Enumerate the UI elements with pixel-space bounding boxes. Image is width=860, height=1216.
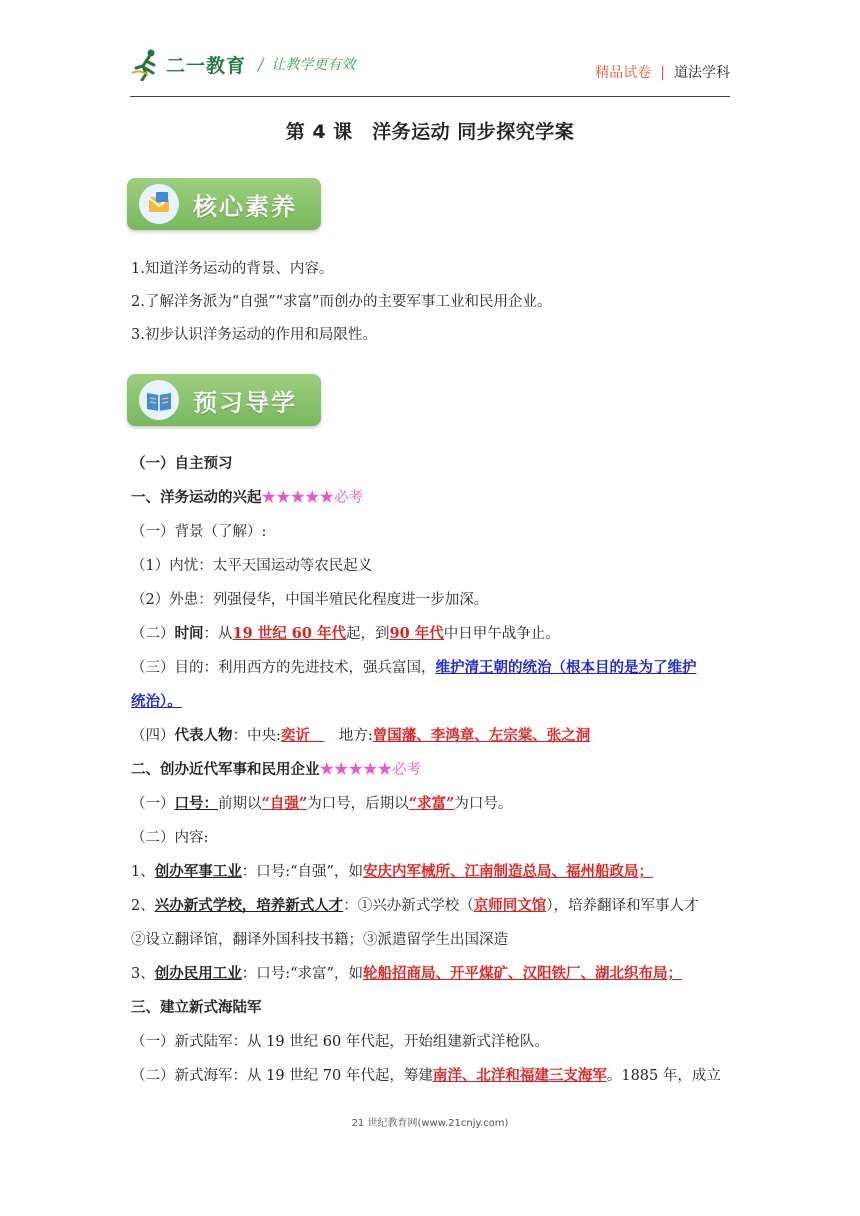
- envelope-icon: [139, 184, 179, 224]
- key-answer: 90 年代: [389, 625, 444, 642]
- logo-divider: /: [258, 54, 264, 74]
- core-literacy-banner: [127, 178, 321, 230]
- goal-line-continued: [131, 692, 182, 712]
- importance-stars: ★★★★★必考: [319, 762, 421, 778]
- goal-line: [131, 658, 697, 678]
- key-answer: 19 世纪 60 年代: [232, 625, 347, 642]
- key-answer: 曾国藩、李鸿章、左宗棠、张之洞: [372, 727, 591, 744]
- self-study-heading: （一）自主预习: [131, 455, 233, 472]
- text-line: （2）外患：列强侵华，中国半殖民化程度进一步加深。: [131, 592, 489, 608]
- text-fragment: 中日甲午战争止。: [443, 626, 560, 642]
- objective-item: 1.知道洋务运动的背景、内容。: [131, 261, 334, 277]
- subject-tag: 道法学科: [674, 65, 730, 81]
- text-fragment: ：中央:: [232, 728, 281, 744]
- text-fragment: （三）目的：利用西方的先进技术，强兵富国，: [131, 660, 436, 676]
- page-title: 第 4 课 洋务运动 同步探究学案: [285, 121, 575, 143]
- header-divider: [130, 96, 730, 97]
- key-answer: 京师同文馆: [473, 897, 547, 914]
- key-answer: 统治）。: [131, 693, 182, 710]
- text-fragment: ：口号:“自强”，如: [241, 864, 363, 880]
- text-line: （一）新式陆军：从 19 世纪 60 年代起，开始组建新式洋枪队。: [131, 1034, 549, 1050]
- runner-logo-icon: [130, 47, 164, 81]
- logo: [130, 46, 355, 82]
- text-fragment: 2、: [131, 898, 155, 914]
- key-answer: 奕䜣: [280, 727, 325, 744]
- label: 口号：: [174, 795, 218, 812]
- premium-tag: 精品试卷: [595, 65, 652, 81]
- tag-separator: |: [660, 65, 665, 81]
- text-fragment: 为口号。: [454, 796, 513, 812]
- text-fragment: （四）: [131, 728, 175, 744]
- text-fragment: ：①兴办新式学校（: [343, 898, 474, 914]
- text-fragment: 1、: [131, 864, 155, 880]
- label: 创办军事工业: [154, 863, 242, 880]
- text-fragment: 前期以: [218, 796, 262, 812]
- content-item-1: [131, 862, 653, 882]
- time-line: [131, 624, 560, 644]
- text-line: （一）背景（了解）:: [131, 524, 267, 540]
- slogan: 让教学更有效: [271, 57, 356, 73]
- text-fragment: 为口号，后期以: [307, 796, 409, 812]
- text-fragment: 地方:: [324, 728, 373, 744]
- slogan-line: [131, 794, 512, 814]
- page-header: [130, 44, 730, 96]
- book-icon: [139, 380, 179, 420]
- text-fragment: （一）: [131, 796, 175, 812]
- text-fragment: ：从: [203, 626, 233, 642]
- section-2-heading: [131, 760, 421, 780]
- section-title: 二、创办近代军事和民用企业: [131, 761, 320, 778]
- key-answer: 轮船招商局、开平煤矿、汉阳铁厂、湖北织布局；: [362, 965, 682, 982]
- text-line: （1）内忧：太平天国运动等农民起义: [131, 558, 373, 574]
- logo-text: 二一教育: [166, 54, 247, 77]
- key-answer: 安庆内军械所、江南制造总局、福州船政局；: [362, 863, 653, 880]
- representatives-line: [131, 726, 590, 746]
- content-item-2: [131, 896, 698, 916]
- banner-title: 核心素养: [193, 192, 297, 221]
- key-answer: 南洋、北洋和福建三支海军: [432, 1067, 607, 1084]
- text-fragment: ：口号:“求富”，如: [241, 966, 363, 982]
- label: 时间: [174, 625, 204, 642]
- preview-banner: [127, 374, 321, 426]
- label: 兴办新式学校，培养新式人才: [154, 897, 344, 914]
- key-answer: “求富”: [408, 795, 455, 812]
- section-3-heading: 三、建立新式海陆军: [131, 999, 262, 1016]
- key-answer: 维护清王朝的统治（根本目的是为了维护: [435, 659, 697, 676]
- text-fragment: ），培养翻译和军事人才: [546, 898, 699, 914]
- page-footer: 21 世纪教育网(www.21cnjy.com): [351, 1118, 509, 1129]
- text-fragment: （二）新式海军：从 19 世纪 70 年代起，筹建: [131, 1068, 433, 1084]
- section-1-heading: [131, 488, 363, 508]
- objective-item: 2.了解洋务派为“自强”“求富”而创办的主要军事工业和民用企业。: [131, 294, 552, 310]
- objective-item: 3.初步认识洋务运动的作用和局限性。: [131, 327, 377, 343]
- banner-title: 预习导学: [193, 388, 297, 417]
- label: 代表人物: [174, 727, 233, 744]
- content-item-3: [131, 964, 682, 984]
- text-fragment: 起，到: [346, 626, 390, 642]
- text-line: （二）内容:: [131, 830, 209, 846]
- label: 创办民用工业: [154, 965, 242, 982]
- key-answer: “自强”: [261, 795, 308, 812]
- importance-stars: ★★★★★必考: [261, 490, 363, 506]
- section-title: 一、洋务运动的兴起: [131, 489, 262, 506]
- text-fragment: 。1885 年，成立: [606, 1068, 721, 1084]
- header-tags: [595, 62, 730, 82]
- navy-line: [131, 1066, 721, 1086]
- text-fragment: 3、: [131, 966, 155, 982]
- text-fragment: （二）: [131, 626, 175, 642]
- content-item-2-continued: ②设立翻译馆，翻译外国科技书籍；③派遣留学生出国深造: [131, 932, 508, 948]
